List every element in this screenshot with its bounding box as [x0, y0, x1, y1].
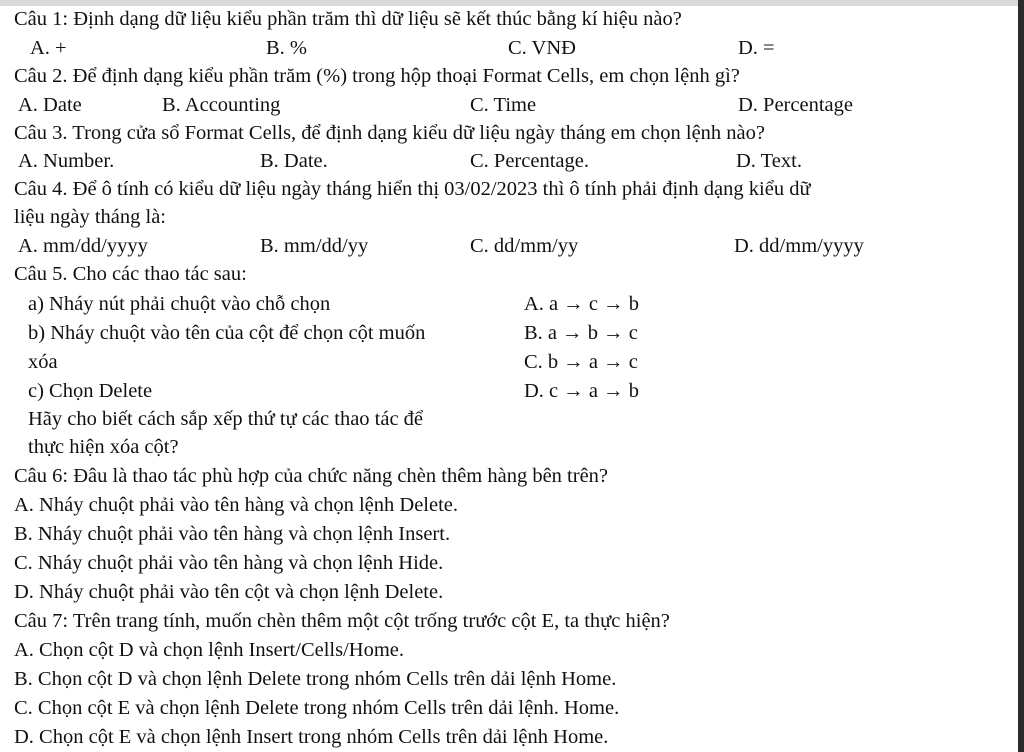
q5-option-d: D. c → a → b — [524, 380, 640, 402]
q5-ask-line2: thực hiện xóa cột? — [28, 436, 179, 458]
q5-option-c: C. b → a → c — [524, 351, 638, 373]
q2-option-d: D. Percentage — [738, 94, 853, 116]
q4-question-line2: liệu ngày tháng là: — [14, 206, 166, 228]
q3-option-b: B. Date. — [260, 150, 328, 172]
q1-option-a: A. + — [30, 37, 67, 59]
q7-question: Câu 7: Trên trang tính, muốn chèn thêm một cột trống trước cột E, ta thực hiện? — [14, 610, 670, 632]
q2-question: Câu 2. Để định dạng kiểu phần trăm (%) trong hộp thoại Format Cells, em chọn lệnh gì? — [14, 65, 740, 87]
q2-option-b: B. Accounting — [162, 94, 281, 116]
q3-question: Câu 3. Trong cửa sổ Format Cells, để định dạng kiểu dữ liệu ngày tháng em chọn lệnh nào? — [14, 122, 765, 144]
q5-step-b-line2: xóa — [28, 351, 58, 373]
q1-option-d: D. = — [738, 37, 775, 59]
q6-option-c: C. Nháy chuột phải vào tên hàng và chọn lệnh Hide. — [14, 552, 444, 574]
q5-step-a: a) Nháy nút phải chuột vào chỗ chọn — [28, 293, 331, 315]
q5-option-a: A. a → c → b — [524, 293, 640, 315]
q4-option-b: B. mm/dd/yy — [260, 235, 369, 257]
q1-option-c: C. VNĐ — [508, 37, 576, 59]
q5-ask-line1: Hãy cho biết cách sắp xếp thứ tự các thao tác để — [28, 408, 424, 430]
q1-option-b: B. % — [266, 37, 307, 59]
q3-option-a: A. Number. — [18, 150, 115, 172]
q7-option-a: A. Chọn cột D và chọn lệnh Insert/Cells/Home. — [14, 639, 405, 661]
q6-option-b: B. Nháy chuột phải vào tên hàng và chọn lệnh Insert. — [14, 523, 451, 545]
q2-option-c: C. Time — [470, 94, 537, 116]
q5-step-b-line1: b) Nháy chuột vào tên của cột để chọn cột muốn — [28, 322, 426, 344]
q2-option-a: A. Date — [18, 94, 82, 116]
q3-option-d: D. Text. — [736, 150, 802, 172]
q1-question: Câu 1: Định dạng dữ liệu kiểu phần trăm thì dữ liệu sẽ kết thúc bằng kí hiệu nào? — [14, 8, 682, 30]
q6-question: Câu 6: Đâu là thao tác phù hợp của chức năng chèn thêm hàng bên trên? — [14, 465, 609, 487]
right-border — [1018, 0, 1024, 752]
q4-option-c: C. dd/mm/yy — [470, 235, 579, 257]
q7-option-b: B. Chọn cột D và chọn lệnh Delete trong nhóm Cells trên dải lệnh Home. — [14, 668, 617, 690]
q3-option-c: C. Percentage. — [470, 150, 589, 172]
q7-option-d: D. Chọn cột E và chọn lệnh Insert trong nhóm Cells trên dải lệnh Home. — [14, 726, 609, 748]
q5-question: Câu 5. Cho các thao tác sau: — [14, 263, 247, 285]
q7-option-c: C. Chọn cột E và chọn lệnh Delete trong nhóm Cells trên dải lệnh. Home. — [14, 697, 620, 719]
q4-question-line1: Câu 4. Để ô tính có kiểu dữ liệu ngày tháng hiển thị 03/02/2023 thì ô tính phải định dạng kiểu dữ — [14, 178, 811, 200]
q5-option-b: B. a → b → c — [524, 322, 638, 344]
q6-option-a: A. Nháy chuột phải vào tên hàng và chọn lệnh Delete. — [14, 494, 459, 516]
q4-option-d: D. dd/mm/yyyy — [734, 235, 864, 257]
q4-option-a: A. mm/dd/yyyy — [18, 235, 148, 257]
q5-step-c: c) Chọn Delete — [28, 380, 153, 402]
q6-option-d: D. Nháy chuột phải vào tên cột và chọn lệnh Delete. — [14, 581, 444, 603]
